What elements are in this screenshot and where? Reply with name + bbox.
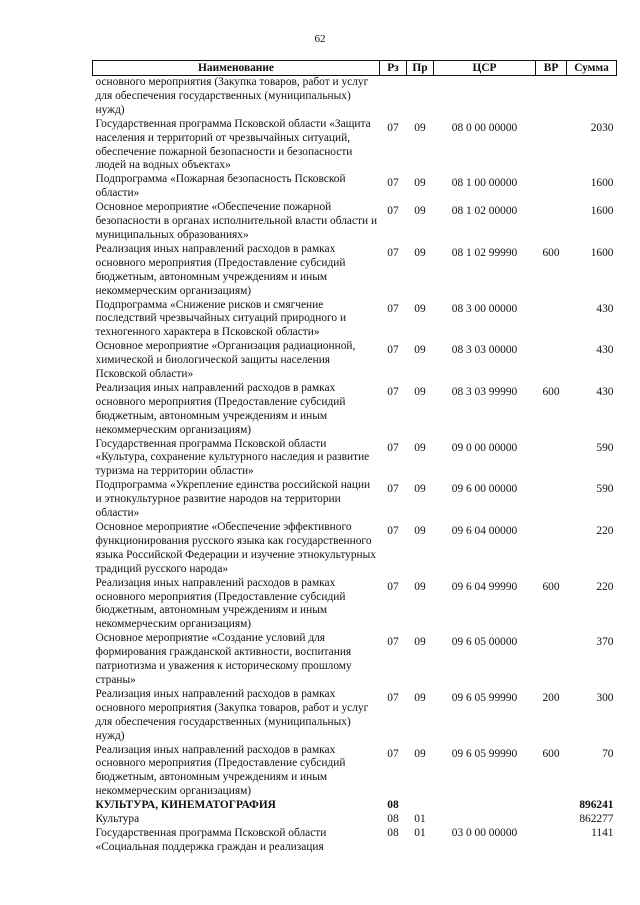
cell-name: Основное мероприятие «Обеспечение эффективного функционирования русского языка как государственного языка Российской Федерации и изучение этнокультурных традиций русского народа» — [95, 521, 376, 575]
cell-name: КУЛЬТУРА, КИНЕМАТОГРАФИЯ — [95, 799, 276, 812]
cell-name: Государственная программа Псковской области «Культура, сохранение культурного наследия и развитие туризма на территории области» — [95, 437, 370, 478]
cell-sum: 896241 — [579, 799, 614, 812]
budget-table — [92, 60, 617, 855]
cell-name: Подпрограмма «Укрепление единства российской нации и этнокультурное развитие народов на территории области» — [95, 479, 371, 520]
cell-name: Основное мероприятие «Создание условий для формирования гражданской активности, воспитания патриотизма и уважения к историческому прошлому страны» — [95, 632, 352, 686]
cell-sum: 220 — [596, 525, 614, 537]
cell-vr: 600 — [542, 580, 560, 593]
cell-name: Культура — [95, 813, 140, 826]
header-pr: Пр — [407, 61, 434, 76]
cell-name: Подпрограмма «Пожарная безопасность Псковской области» — [95, 173, 346, 200]
cell-vr — [536, 632, 567, 688]
table-row — [93, 299, 617, 341]
table-row — [93, 799, 617, 813]
cell-csr: 08 3 00 00000 — [451, 302, 518, 315]
table-header-row — [93, 61, 617, 76]
cell-name: основного мероприятия (Закупка товаров, работ и услуг для обеспечения государственных (муниципальных) нужд) — [95, 76, 369, 116]
cell-pr: 09 — [414, 177, 426, 190]
cell-name: Реализация иных направлений расходов в рамках основного мероприятия (Предоставление субсидий бюджетным, автономным учреждениям и иным некоммерческим организациям) — [95, 381, 346, 436]
cell-sum — [567, 76, 617, 118]
header-csr: ЦСР — [434, 61, 536, 76]
cell-name: Основное мероприятие «Организация радиационной, химической и биологической защиты населения Псковской области» — [95, 340, 356, 381]
cell-pr: 09 — [414, 246, 426, 259]
cell-csr — [434, 76, 536, 118]
cell-rz: 07 — [387, 747, 399, 760]
cell-pr — [407, 799, 434, 813]
table-row — [93, 632, 617, 688]
cell-vr — [536, 340, 567, 382]
cell-name: Реализация иных направлений расходов в рамках основного мероприятия (Предоставление субсидий бюджетным, автономным учреждениям и иным некоммерческим организациям) — [95, 743, 346, 798]
cell-vr — [536, 201, 567, 243]
cell-sum: 590 — [596, 441, 614, 454]
table-row — [93, 382, 617, 438]
cell-pr: 09 — [414, 747, 426, 760]
table-body — [93, 76, 617, 855]
cell-sum: 430 — [596, 344, 614, 357]
cell-name: Основное мероприятие «Обеспечение пожарной безопасности в органах исполнительной власти области и муниципальных образованиях» — [95, 201, 378, 241]
cell-vr — [536, 76, 567, 118]
cell-vr — [536, 799, 567, 813]
cell-csr: 09 0 00 00000 — [451, 441, 518, 454]
cell-vr — [536, 479, 567, 521]
cell-rz: 08 — [387, 813, 399, 826]
cell-name: Государственная программа Псковской области «Защита населения и территорий от чрезвычайных ситуаций, обеспечение пожарной безопасности и безопасности людей на водных объектах» — [95, 117, 371, 172]
cell-sum: 220 — [596, 580, 614, 593]
cell-rz: 07 — [387, 691, 399, 704]
cell-pr: 09 — [414, 121, 426, 134]
cell-vr — [536, 521, 567, 577]
cell-name: Реализация иных направлений расходов в рамках основного мероприятия (Предоставление субсидий бюджетным, автономным учреждениям и иным некоммерческим организациям) — [95, 576, 346, 631]
cell-rz: 07 — [387, 177, 399, 190]
cell-rz: 07 — [387, 121, 399, 134]
cell-pr: 01 — [414, 826, 426, 839]
cell-csr: 08 1 00 00000 — [451, 177, 518, 190]
cell-name: Государственная программа Псковской области «Социальная поддержка граждан и реализация — [95, 826, 327, 853]
cell-name: Подпрограмма «Снижение рисков и смягчение последствий чрезвычайных ситуаций природного и техногенного характера в Псковской области» — [95, 298, 347, 339]
table-row — [93, 577, 617, 633]
cell-rz: 08 — [387, 799, 399, 812]
cell-sum: 430 — [596, 385, 614, 398]
cell-csr: 08 1 02 99990 — [451, 246, 518, 259]
cell-pr — [407, 76, 434, 118]
cell-pr: 09 — [414, 691, 426, 704]
cell-csr: 08 0 00 00000 — [451, 121, 518, 134]
table-row — [93, 827, 617, 855]
cell-vr — [536, 827, 567, 855]
table-row — [93, 479, 617, 521]
cell-pr: 09 — [414, 441, 426, 454]
table-row — [93, 243, 617, 299]
cell-vr: 600 — [542, 246, 560, 259]
cell-sum: 1600 — [590, 177, 614, 190]
cell-rz: 07 — [387, 246, 399, 259]
cell-vr: 600 — [542, 385, 560, 398]
cell-rz: 07 — [387, 636, 399, 649]
cell-rz: 07 — [387, 344, 399, 357]
cell-vr: 200 — [542, 691, 560, 704]
table-row — [93, 521, 617, 577]
cell-sum: 590 — [596, 483, 614, 496]
table-row — [93, 201, 617, 243]
cell-vr — [536, 438, 567, 480]
cell-pr: 09 — [414, 580, 426, 593]
cell-csr: 09 6 05 99990 — [451, 691, 518, 704]
cell-sum: 370 — [596, 636, 614, 649]
cell-csr — [434, 813, 536, 827]
cell-sum: 862277 — [579, 813, 614, 826]
cell-rz: 08 — [387, 826, 399, 839]
cell-sum: 300 — [596, 691, 614, 704]
cell-csr: 09 6 05 00000 — [451, 636, 518, 649]
cell-csr: 08 3 03 99990 — [451, 385, 518, 398]
cell-pr: 09 — [414, 525, 426, 537]
cell-name: Реализация иных направлений расходов в рамках основного мероприятия (Закупка товаров, работ и услуг для обеспечения государственных (муниципальных) нужд) — [95, 687, 369, 742]
cell-rz: 07 — [387, 385, 399, 398]
cell-csr: 09 6 00 00000 — [451, 483, 518, 496]
cell-pr: 09 — [414, 344, 426, 357]
cell-pr: 01 — [414, 813, 426, 826]
table-row — [93, 813, 617, 827]
cell-pr: 09 — [414, 302, 426, 315]
cell-rz: 07 — [387, 302, 399, 315]
cell-vr: 600 — [542, 747, 560, 760]
cell-pr: 09 — [414, 636, 426, 649]
cell-rz: 07 — [387, 580, 399, 593]
cell-rz: 07 — [387, 205, 399, 218]
cell-pr: 09 — [414, 385, 426, 398]
cell-rz — [380, 76, 407, 118]
table-row — [93, 438, 617, 480]
cell-rz: 07 — [387, 525, 399, 537]
table-row — [93, 340, 617, 382]
cell-sum: 430 — [596, 302, 614, 315]
cell-csr: 08 1 02 00000 — [451, 205, 518, 218]
cell-csr: 03 0 00 00000 — [451, 826, 518, 839]
cell-csr: 08 3 03 00000 — [451, 344, 518, 357]
table-row — [93, 76, 617, 118]
cell-vr — [536, 813, 567, 827]
cell-name: Реализация иных направлений расходов в рамках основного мероприятия (Предоставление субсидий бюджетным, автономным учреждениям и иным некоммерческим организациям) — [95, 242, 346, 297]
header-sum: Сумма — [567, 61, 617, 76]
cell-rz: 07 — [387, 441, 399, 454]
cell-vr — [536, 118, 567, 174]
cell-sum: 1141 — [591, 826, 614, 839]
cell-rz: 07 — [387, 483, 399, 496]
cell-csr: 09 6 04 99990 — [451, 580, 518, 593]
cell-csr: 09 6 04 00000 — [451, 525, 518, 537]
cell-csr: 09 6 05 99990 — [451, 747, 518, 760]
header-rz: Рз — [380, 61, 407, 76]
cell-csr — [434, 799, 536, 813]
table-row — [93, 744, 617, 800]
header-vr: ВР — [536, 61, 567, 76]
cell-sum: 1600 — [590, 205, 614, 218]
cell-pr: 09 — [414, 483, 426, 496]
cell-sum: 2030 — [590, 121, 614, 134]
header-name: Наименование — [93, 61, 380, 76]
table-row — [93, 118, 617, 174]
cell-sum: 1600 — [590, 246, 614, 259]
table-row — [93, 688, 617, 744]
cell-sum: 70 — [602, 747, 614, 760]
cell-vr — [536, 173, 567, 201]
page-number: 62 — [314, 33, 326, 45]
cell-pr: 09 — [414, 205, 426, 218]
table-row — [93, 173, 617, 201]
cell-vr — [536, 299, 567, 341]
